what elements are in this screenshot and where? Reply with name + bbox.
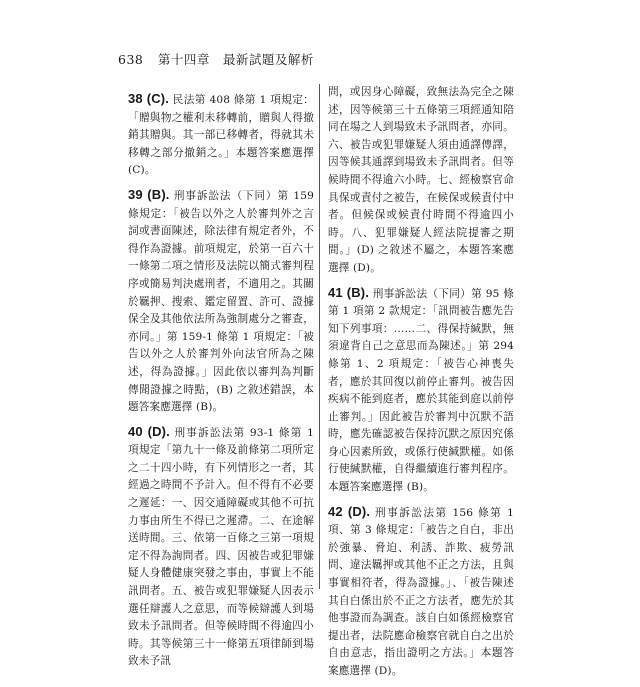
answer-item — [328, 503, 514, 681]
answer-text: 問，或因身心障礙，致無法為完全之陳述，因等候第三十五條第三項經通知陪同在場之人到場致未予訊問者，亦同。六、被告或犯罪嫌疑人須由通譯傳譯，因等候其通譯到場致未予訊問者。但等候時間不得逾六小時。七、經檢察官命具保或責付之被告，在候保或候責付中者。但候保或候責付時間不得逾四小時。八、犯罪嫌疑人經法院提審之期間。」(D) 之敘述不屬之，本題答案應選擇 (D)。 — [328, 86, 514, 274]
answer-number: 42 (D). — [328, 503, 371, 519]
answer-text: 刑事訴訟法第 93-1 條第 1 項規定「第九十一條及前條第二項所定之二十四小時，有下列情形之一者，其經過之時間不予計入。但不得有不必要之遲延：一、因交通障礙或其他不可抗力事由所生不得已之遲滯。二、在途解送時間。三、依第一百條之三第一項規定不得為詢問者。四、因被告或犯罪嫌疑人身體健康突發之事由，事實上不能訊問者。五、被告或犯罪嫌疑人因表示選任辯護人之意思，而等候辯護人到場致未予訊問者。但等候時間不得逾四小時。其等候第三十一條第五項律師到場致未予訊 — [128, 426, 314, 668]
running-header — [118, 50, 314, 68]
answer-text: 民法第 408 條第 1 項規定：「贈與物之權利未移轉前，贈與人得撤銷其贈與。其一部已移轉者，得就其未移轉之部分撤銷之。」本題答案應選擇 (C)。 — [128, 94, 314, 177]
column-divider — [319, 84, 320, 589]
answer-item — [128, 186, 314, 417]
answer-number: 40 (D). — [128, 423, 170, 439]
page-number: 638 — [118, 52, 144, 67]
answer-item — [328, 284, 514, 497]
answer-text: 刑事訴訟法（下同）第 159 條規定：「被告以外之人於審判外之言詞或書面陳述，除法律有規定者外，不得作為證據。前項規定，於第一百六十一條第二項之情形及法院以簡式審判程序或簡易判決處刑者，不適用之。其關於羈押、搜索、鑑定留置、許可、證據保全及其他依法所為強制處分之審查，亦同。」第 159-1 條第 1 項規定：「被告以外之人於審判外向法官所為之陳述，得為證據。」因此依以審判為判斷傳聞證據之時點，(B) 之敘述錯誤，本題答案應選擇 (B)。 — [128, 189, 314, 414]
answer-text: 刑事訴訟法第 156 條第 1 項、第 3 條規定：「被告之自白，非出於強暴、脅迫、利誘、詐欺、疲勞訊問、違法羈押或其他不正之方法，且與事實相符者，得為證據。」、「被告陳述其自白係出於不正之方法者，應先於其他事證而為調查。該自白如係經檢察官提出者，法院應命檢察官就自白之出於自由意志，指出證明之方法。」本題答案應選擇 (D)。 — [328, 506, 514, 677]
answer-item-continued — [328, 84, 514, 278]
answer-number: 39 (B). — [128, 186, 170, 202]
answer-item — [128, 90, 314, 180]
left-column — [128, 90, 314, 677]
chapter-title: 第十四章 最新試題及解析 — [157, 52, 314, 67]
answer-number: 38 (C). — [128, 91, 170, 106]
right-column — [328, 84, 514, 687]
answer-text: 刑事訴訟法（下同）第 95 條第 1 項第 2 款規定：「訊問被告應先告知下列事項：……二、得保持緘默，無須違背自己之意思而為陳述。」第 294 條第 1、2 項規定：「被告心神喪失者，應於其回復以前停止審判。被告因疾病不能到庭者，應於其能到庭以前停止審判。」因此被告於審判中沉默不語時，應先確認被告保持沉默之原因究係身心因素所致，或係行使緘默權。如係行使緘默權，自得繼續進行審判程序。本題答案應選擇 (B)。 — [328, 287, 515, 494]
answer-item — [128, 423, 314, 671]
answer-number: 41 (B). — [328, 284, 369, 300]
